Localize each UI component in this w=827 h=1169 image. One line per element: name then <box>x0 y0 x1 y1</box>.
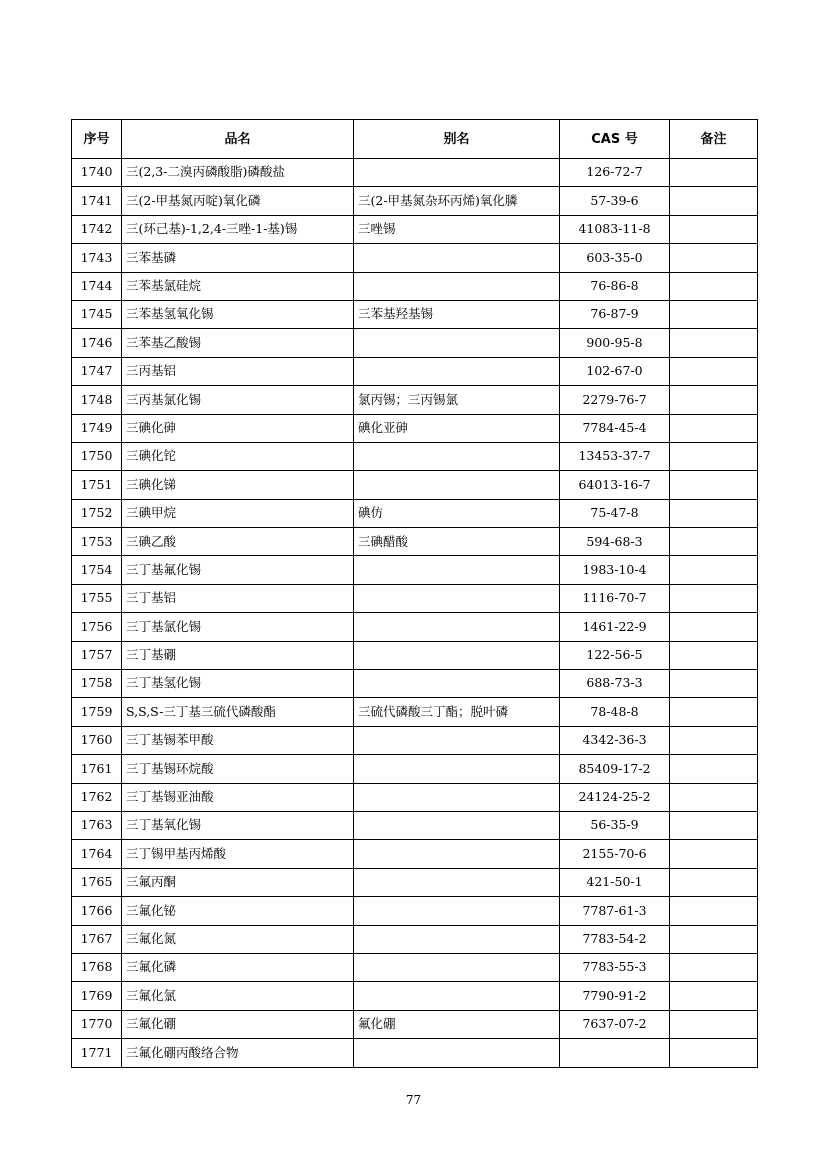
table-row <box>72 272 758 300</box>
product-name-cell: 三丙基铝 <box>122 357 354 385</box>
table-row <box>72 698 758 726</box>
product-name-cell: 三氟化硼丙酸络合物 <box>122 1039 354 1067</box>
remarks-cell <box>670 868 758 896</box>
table-row <box>72 159 758 187</box>
alias-cell <box>354 471 560 499</box>
table-row <box>72 811 758 839</box>
remarks-cell <box>670 1010 758 1038</box>
cas-number-cell: 421-50-1 <box>560 868 670 896</box>
product-name-cell: 三(环己基)-1,2,4-三唑-1-基)锡 <box>122 215 354 243</box>
cas-number-cell: 7784-45-4 <box>560 414 670 442</box>
remarks-cell <box>670 897 758 925</box>
alias-cell <box>354 641 560 669</box>
product-name-cell: 三氟化硼 <box>122 1010 354 1038</box>
alias-cell <box>354 1039 560 1067</box>
alias-cell <box>354 272 560 300</box>
serial-no-cell: 1746 <box>72 329 122 357</box>
product-name-cell: 三氟化氯 <box>122 982 354 1010</box>
product-name-cell: 三碘化砷 <box>122 414 354 442</box>
alias-cell: 氟化硼 <box>354 1010 560 1038</box>
alias-cell: 三碘醋酸 <box>354 528 560 556</box>
alias-cell <box>354 925 560 953</box>
table-row <box>72 670 758 698</box>
cas-number-cell: 41083-11-8 <box>560 215 670 243</box>
header-serial-no: 序号 <box>72 120 122 159</box>
product-name-cell: 三丁基氧化锡 <box>122 811 354 839</box>
alias-cell <box>354 755 560 783</box>
cas-number-cell: 64013-16-7 <box>560 471 670 499</box>
cas-number-cell: 1983-10-4 <box>560 556 670 584</box>
serial-no-cell: 1761 <box>72 755 122 783</box>
cas-number-cell: 78-48-8 <box>560 698 670 726</box>
table-row <box>72 300 758 328</box>
product-name-cell: 三丁基氢化锡 <box>122 670 354 698</box>
alias-cell <box>354 897 560 925</box>
remarks-cell <box>670 499 758 527</box>
alias-cell <box>354 868 560 896</box>
alias-cell: 氯丙锡；三丙锡氯 <box>354 386 560 414</box>
alias-cell <box>354 726 560 754</box>
table-header-row <box>72 120 758 159</box>
remarks-cell <box>670 471 758 499</box>
remarks-cell <box>670 840 758 868</box>
alias-cell: 三唑锡 <box>354 215 560 243</box>
table-row <box>72 783 758 811</box>
remarks-cell <box>670 726 758 754</box>
serial-no-cell: 1749 <box>72 414 122 442</box>
product-name-cell: 三碘化锑 <box>122 471 354 499</box>
remarks-cell <box>670 556 758 584</box>
remarks-cell <box>670 528 758 556</box>
serial-no-cell: 1747 <box>72 357 122 385</box>
serial-no-cell: 1744 <box>72 272 122 300</box>
serial-no-cell: 1740 <box>72 159 122 187</box>
product-name-cell: 三苯基乙酸锡 <box>122 329 354 357</box>
serial-no-cell: 1748 <box>72 386 122 414</box>
serial-no-cell: 1760 <box>72 726 122 754</box>
cas-number-cell: 57-39-6 <box>560 187 670 215</box>
serial-no-cell: 1754 <box>72 556 122 584</box>
table-row <box>72 528 758 556</box>
cas-number-cell: 900-95-8 <box>560 329 670 357</box>
chemical-list-table <box>71 119 758 1068</box>
product-name-cell: 三氟化磷 <box>122 953 354 981</box>
remarks-cell <box>670 357 758 385</box>
cas-number-cell: 4342-36-3 <box>560 726 670 754</box>
remarks-cell <box>670 272 758 300</box>
serial-no-cell: 1750 <box>72 442 122 470</box>
cas-number-cell: 75-47-8 <box>560 499 670 527</box>
table-row <box>72 187 758 215</box>
cas-number-cell: 603-35-0 <box>560 244 670 272</box>
cas-number-cell: 7790-91-2 <box>560 982 670 1010</box>
serial-no-cell: 1762 <box>72 783 122 811</box>
header-remarks: 备注 <box>670 120 758 159</box>
alias-cell <box>354 244 560 272</box>
serial-no-cell: 1745 <box>72 300 122 328</box>
serial-no-cell: 1770 <box>72 1010 122 1038</box>
alias-cell <box>354 783 560 811</box>
cas-number-cell: 2155-70-6 <box>560 840 670 868</box>
product-name-cell: 三丁基锡环烷酸 <box>122 755 354 783</box>
table-row <box>72 726 758 754</box>
serial-no-cell: 1766 <box>72 897 122 925</box>
serial-no-cell: 1751 <box>72 471 122 499</box>
remarks-cell <box>670 670 758 698</box>
alias-cell <box>354 982 560 1010</box>
header-product-name: 品名 <box>122 120 354 159</box>
remarks-cell <box>670 755 758 783</box>
cas-number-cell: 13453-37-7 <box>560 442 670 470</box>
product-name-cell: 三丁基氟化锡 <box>122 556 354 584</box>
serial-no-cell: 1771 <box>72 1039 122 1067</box>
alias-cell: 三硫代磷酸三丁酯；脱叶磷 <box>354 698 560 726</box>
remarks-cell <box>670 414 758 442</box>
product-name-cell: 三丁锡甲基丙烯酸 <box>122 840 354 868</box>
product-name-cell: 三氟化铋 <box>122 897 354 925</box>
alias-cell <box>354 811 560 839</box>
table-row <box>72 613 758 641</box>
product-name-cell: 三碘乙酸 <box>122 528 354 556</box>
table-row <box>72 471 758 499</box>
serial-no-cell: 1768 <box>72 953 122 981</box>
product-name-cell: 三丁基硼 <box>122 641 354 669</box>
remarks-cell <box>670 641 758 669</box>
product-name-cell: 三丙基氯化锡 <box>122 386 354 414</box>
table-row <box>72 953 758 981</box>
alias-cell <box>354 442 560 470</box>
table-row <box>72 357 758 385</box>
cas-number-cell: 126-72-7 <box>560 159 670 187</box>
table-row <box>72 868 758 896</box>
cas-number-cell: 1116-70-7 <box>560 584 670 612</box>
table-row <box>72 442 758 470</box>
alias-cell <box>354 357 560 385</box>
header-alias: 别名 <box>354 120 560 159</box>
remarks-cell <box>670 159 758 187</box>
table-row <box>72 982 758 1010</box>
remarks-cell <box>670 329 758 357</box>
product-name-cell: 三碘化铊 <box>122 442 354 470</box>
serial-no-cell: 1753 <box>72 528 122 556</box>
serial-no-cell: 1758 <box>72 670 122 698</box>
cas-number-cell: 594-68-3 <box>560 528 670 556</box>
product-name-cell: 三丁基锡苯甲酸 <box>122 726 354 754</box>
remarks-cell <box>670 386 758 414</box>
cas-number-cell: 102-67-0 <box>560 357 670 385</box>
product-name-cell: 三苯基氢氧化锡 <box>122 300 354 328</box>
serial-no-cell: 1743 <box>72 244 122 272</box>
table-row <box>72 244 758 272</box>
product-name-cell: 三丁基铝 <box>122 584 354 612</box>
header-cas-number: CAS 号 <box>560 120 670 159</box>
cas-number-cell: 688-73-3 <box>560 670 670 698</box>
alias-cell: 三苯基羟基锡 <box>354 300 560 328</box>
page-number: 77 <box>405 1093 422 1107</box>
table-row <box>72 386 758 414</box>
cas-number-cell: 85409-17-2 <box>560 755 670 783</box>
product-name-cell: 三碘甲烷 <box>122 499 354 527</box>
alias-cell <box>354 670 560 698</box>
remarks-cell <box>670 925 758 953</box>
alias-cell: 碘仿 <box>354 499 560 527</box>
alias-cell <box>354 953 560 981</box>
remarks-cell <box>670 783 758 811</box>
remarks-cell <box>670 215 758 243</box>
serial-no-cell: 1767 <box>72 925 122 953</box>
product-name-cell: S,S,S-三丁基三硫代磷酸酯 <box>122 698 354 726</box>
cas-number-cell: 122-56-5 <box>560 641 670 669</box>
cas-number-cell: 76-86-8 <box>560 272 670 300</box>
table-body <box>72 159 758 1068</box>
serial-no-cell: 1755 <box>72 584 122 612</box>
table-row <box>72 499 758 527</box>
alias-cell <box>354 159 560 187</box>
table-row <box>72 1010 758 1038</box>
product-name-cell: 三氟化氮 <box>122 925 354 953</box>
table-row <box>72 556 758 584</box>
cas-number-cell: 24124-25-2 <box>560 783 670 811</box>
table-row <box>72 584 758 612</box>
remarks-cell <box>670 811 758 839</box>
remarks-cell <box>670 982 758 1010</box>
table-row <box>72 1039 758 1067</box>
serial-no-cell: 1769 <box>72 982 122 1010</box>
alias-cell <box>354 584 560 612</box>
table-row <box>72 329 758 357</box>
remarks-cell <box>670 1039 758 1067</box>
table-row <box>72 414 758 442</box>
cas-number-cell: 7783-54-2 <box>560 925 670 953</box>
table-row <box>72 755 758 783</box>
product-name-cell: 三丁基氯化锡 <box>122 613 354 641</box>
remarks-cell <box>670 442 758 470</box>
table-row <box>72 215 758 243</box>
serial-no-cell: 1741 <box>72 187 122 215</box>
serial-no-cell: 1763 <box>72 811 122 839</box>
cas-number-cell: 7783-55-3 <box>560 953 670 981</box>
serial-no-cell: 1757 <box>72 641 122 669</box>
product-name-cell: 三苯基氯硅烷 <box>122 272 354 300</box>
product-name-cell: 三氟丙酮 <box>122 868 354 896</box>
alias-cell <box>354 613 560 641</box>
cas-number-cell: 7637-07-2 <box>560 1010 670 1038</box>
remarks-cell <box>670 584 758 612</box>
alias-cell: 碘化亚砷 <box>354 414 560 442</box>
serial-no-cell: 1742 <box>72 215 122 243</box>
serial-no-cell: 1765 <box>72 868 122 896</box>
cas-number-cell <box>560 1039 670 1067</box>
alias-cell <box>354 329 560 357</box>
table-row <box>72 925 758 953</box>
cas-number-cell: 1461-22-9 <box>560 613 670 641</box>
serial-no-cell: 1752 <box>72 499 122 527</box>
table-row <box>72 897 758 925</box>
serial-no-cell: 1759 <box>72 698 122 726</box>
remarks-cell <box>670 953 758 981</box>
remarks-cell <box>670 613 758 641</box>
product-name-cell: 三(2-甲基氮丙啶)氧化磷 <box>122 187 354 215</box>
cas-number-cell: 7787-61-3 <box>560 897 670 925</box>
cas-number-cell: 56-35-9 <box>560 811 670 839</box>
serial-no-cell: 1764 <box>72 840 122 868</box>
table-row <box>72 641 758 669</box>
product-name-cell: 三丁基锡亚油酸 <box>122 783 354 811</box>
serial-no-cell: 1756 <box>72 613 122 641</box>
remarks-cell <box>670 244 758 272</box>
table-row <box>72 840 758 868</box>
remarks-cell <box>670 698 758 726</box>
alias-cell: 三(2-甲基氮杂环丙烯)氧化膦 <box>354 187 560 215</box>
cas-number-cell: 2279-76-7 <box>560 386 670 414</box>
product-name-cell: 三(2,3-二溴丙磷酸脂)磷酸盐 <box>122 159 354 187</box>
product-name-cell: 三苯基磷 <box>122 244 354 272</box>
alias-cell <box>354 556 560 584</box>
remarks-cell <box>670 300 758 328</box>
alias-cell <box>354 840 560 868</box>
cas-number-cell: 76-87-9 <box>560 300 670 328</box>
remarks-cell <box>670 187 758 215</box>
